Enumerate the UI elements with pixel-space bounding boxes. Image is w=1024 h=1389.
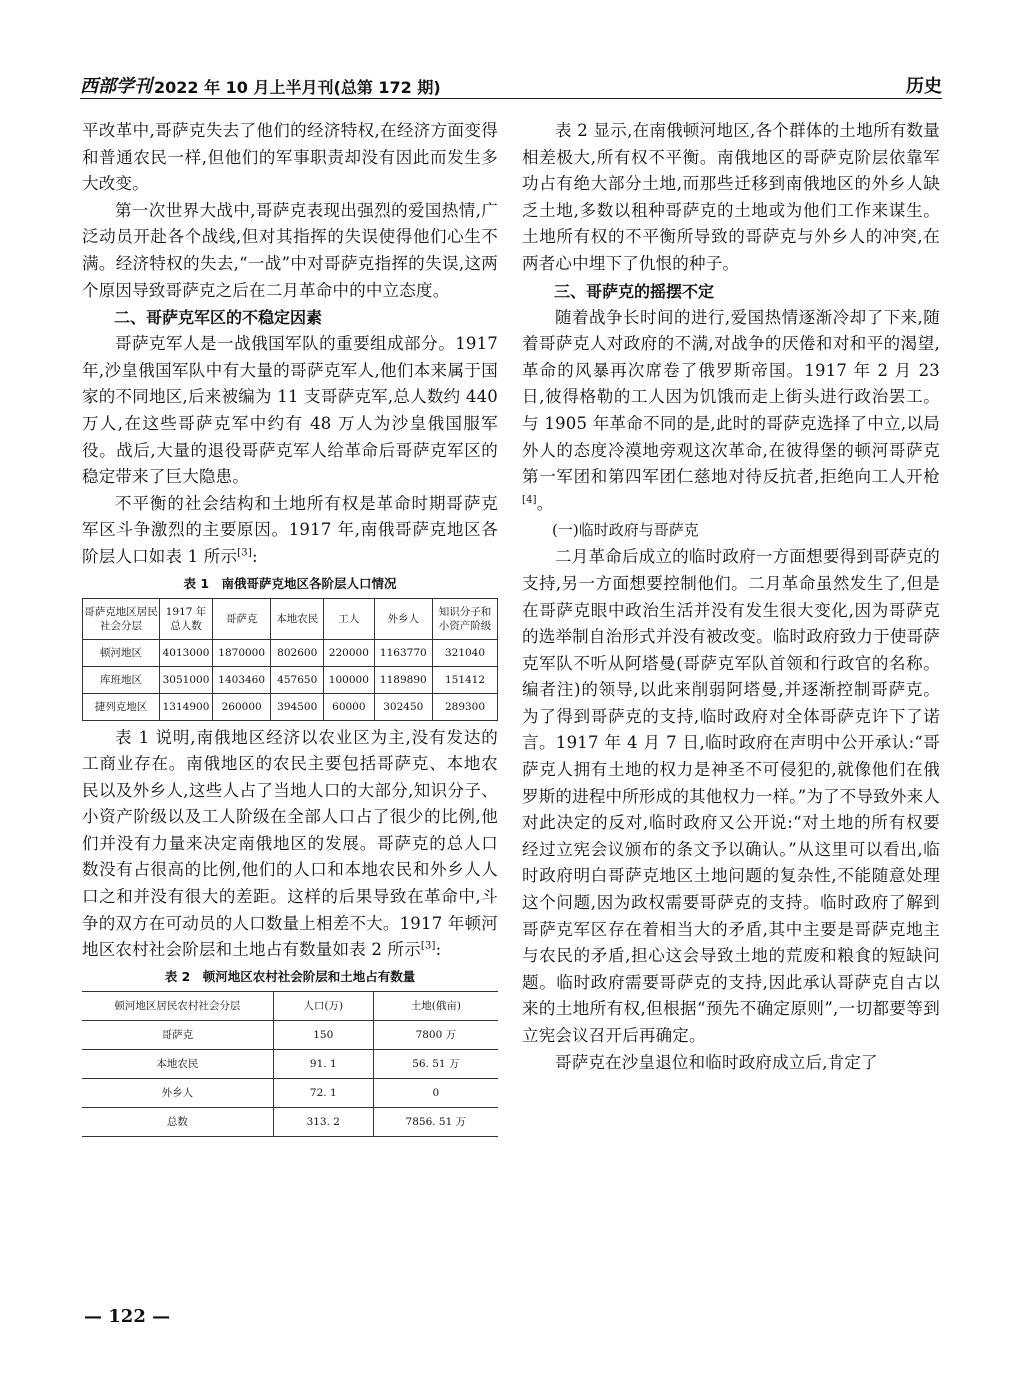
table-cell: 库班地区 (83, 666, 160, 693)
table-cell: 1314900 (160, 693, 213, 720)
paragraph (522, 305, 940, 518)
table-cell: 60000 (324, 693, 375, 720)
table-cell: 1163770 (374, 639, 432, 666)
table-cell: 捷列克地区 (83, 693, 160, 720)
citation: [3] (237, 547, 252, 559)
table-cell: 457650 (271, 666, 324, 693)
table-header-cell: 顿河地区居民农村社会分层 (82, 991, 273, 1020)
table-row (82, 1020, 498, 1049)
paragraph: 平改革中,哥萨克失去了他们的经济特权,在经济方面变得和普通农民一样,但他们的军事职责却没有因此而发生多大改变。 (82, 121, 498, 194)
section-heading: 三、哥萨克的摇摆不定 (554, 281, 715, 301)
table-cell: 外乡人 (82, 1078, 273, 1107)
table-header-row (82, 991, 498, 1020)
table-row (82, 1049, 498, 1078)
table-cell: 1403460 (213, 666, 271, 693)
table-cell: 151412 (433, 666, 498, 693)
paragraph: 哥萨克军人是一战俄国军队的重要组成部分。1917 年,沙皇俄国军队中有大量的哥萨克军人,他们本来属于国家的不同地区,后来被编为 11 支哥萨克军,总人数约 440 万人,在这些哥萨克军中约有 48 万人为沙皇俄国服军役。战后,大量的退役哥萨克军人给革命后哥萨克军区的稳定带来了巨大隐患。 (82, 334, 498, 487)
table-cell: 302450 (374, 693, 432, 720)
left-column (82, 118, 498, 1137)
punctuation: : (435, 940, 442, 960)
paragraph: 哥萨克在沙皇退位和临时政府成立后,肯定了 (555, 1052, 878, 1072)
table-header-cell: 外乡人 (374, 598, 432, 639)
table-cell: 313. 2 (273, 1107, 373, 1136)
table-header-cell: 土地(俄亩) (373, 991, 498, 1020)
table-header-cell: 本地农民 (271, 598, 324, 639)
table-cell: 1189890 (374, 666, 432, 693)
subsection-heading: (一)临时政府与哥萨克 (552, 521, 699, 540)
table1-caption: 表 1 南俄哥萨克地区各阶层人口情况 (183, 575, 397, 591)
table-cell: 72. 1 (273, 1078, 373, 1107)
table-cell: 总数 (82, 1107, 273, 1136)
table-cell: 91. 1 (273, 1049, 373, 1078)
punctuation: : (251, 546, 258, 566)
paragraph (82, 725, 498, 964)
table-cell: 321040 (433, 639, 498, 666)
table-header-cell: 哥萨克地区居民社会分层 (83, 598, 160, 639)
table-header-row (83, 598, 498, 639)
table-cell: 7856. 51 万 (373, 1107, 498, 1136)
paragraph-text: 随着战争长时间的进行,爱国热情逐渐冷却了下来,随着哥萨克人对政府的不满,对战争的厌倦和对和平的渴望,革命的风暴再次席卷了俄罗斯帝国。1917 年 2 月 23 日,彼得格勒的工人因为饥饿而走上街头进行政治罢工。与 1905 年革命不同的是,此时的哥萨克选择了中立,以局外人的态度冷漠地旁观这次革命,在彼得堡的顿河哥萨克第一军团和第四军团仁慈地对待反抗者,拒绝向工人开枪 (522, 307, 940, 487)
table-cell: 289300 (433, 693, 498, 720)
citation: [4] (522, 494, 537, 506)
table-cell: 3051000 (160, 666, 213, 693)
section-heading: 二、哥萨克军区的不稳定因素 (114, 308, 323, 328)
table-cell: 1870000 (213, 639, 271, 666)
issue-info: 2022 年 10 月上半月刊(总第 172 期) (154, 78, 441, 97)
table-cell: 7800 万 (373, 1020, 498, 1049)
table-row (83, 693, 498, 720)
table-header-cell: 知识分子和小资产阶级 (433, 598, 498, 639)
table-cell: 本地农民 (82, 1049, 273, 1078)
paragraph-text: 不平衡的社会结构和土地所有权是革命时期哥萨克军区斗争激烈的主要原因。1917 年,南俄哥萨克地区各阶层人口如表 1 所示 (82, 493, 498, 566)
table-header-cell: 哥萨克 (213, 598, 271, 639)
citation: [3] (420, 940, 436, 952)
punctuation: 。 (536, 493, 554, 513)
page-header (80, 72, 942, 99)
table-row (82, 1107, 498, 1136)
table2 (82, 991, 498, 1137)
table-cell: 394500 (271, 693, 324, 720)
table-header-cell: 人口(万) (273, 991, 373, 1020)
paragraph (82, 491, 498, 571)
table-cell: 100000 (324, 666, 375, 693)
paragraph-text: 表 1 说明,南俄地区经济以农业区为主,没有发达的工商业存在。南俄地区的农民主要包括哥萨克、本地农民以及外乡人,这些人占了当地人口的大部分,知识分子、小资产阶级以及工人阶级在全部人口占了很少的比例,他们并没有力量来决定南俄地区的发展。哥萨克的总人口数没有占很高的比例,他们的人口和本地农民和外乡人人口之和并没有很大的差距。这样的后果导致在革命中,斗争的双方在可动员的人口数量上相差不大。1917 年顿河地区农村社会阶层和土地占有数量如表 2 所示 (82, 727, 498, 960)
table-row (82, 1078, 498, 1107)
table-row (83, 666, 498, 693)
table-cell: 顿河地区 (83, 639, 160, 666)
header-left (80, 72, 441, 98)
section-title: 历史 (906, 76, 942, 97)
table-cell: 0 (373, 1078, 498, 1107)
paragraph: 第一次世界大战中,哥萨克表现出强烈的爱国热情,广泛动员开赴各个战线,但对其指挥的失误使得他们心生不满。经济特权的失去,“一战”中对哥萨克指挥的失误,这两个原因导致哥萨克之后在二月革命中的中立态度。 (82, 200, 498, 300)
right-column (522, 118, 940, 1076)
table-cell: 4013000 (160, 639, 213, 666)
table-cell: 802600 (271, 639, 324, 666)
table-cell: 哥萨克 (82, 1020, 273, 1049)
table2-caption: 表 2 顿河地区农村社会阶层和土地占有数量 (164, 968, 416, 984)
journal-name: 西部学刊 (80, 76, 152, 97)
table-cell: 56. 51 万 (373, 1049, 498, 1078)
table1 (82, 598, 498, 721)
paragraph: 二月革命后成立的临时政府一方面想要得到哥萨克的支持,另一方面想要控制他们。二月革命虽然发生了,但是在哥萨克眼中政治生活并没有发生很大变化,因为哥萨克的选举制自治形式并没有被改变。临时政府致力于使哥萨克军队不听从阿塔曼(哥萨克军队首领和行政官的名称。编者注)的领导,以此来削弱阿塔曼,并逐渐控制哥萨克。为了得到哥萨克的支持,临时政府对全体哥萨克许下了诺言。1917 年 4 月 7 日,临时政府在声明中公开承认:“哥萨克人拥有土地的权力是神圣不可侵犯的,就像他们在俄罗斯的进程中所形成的其他权力一样。”为了不导致外来人对此决定的反对,临时政府又公开说:“对土地的所有权要经过立宪会议颁布的条文予以确认。”从这里可以看出,临时政府明白哥萨克地区土地问题的复杂性,不能随意处理这个问题,因为政权需要哥萨克的支持。临时政府了解到哥萨克军区存在着相当大的矛盾,其中主要是哥萨克地主与农民的矛盾,担心这会导致土地的荒废和粮食的短缺问题。临时政府需要哥萨克的支持,因此承认哥萨克自古以来的土地所有权,但根据“预先不确定原则”,一切都要等到立宪会议召开后再确定。 (522, 547, 940, 1045)
table-cell: 260000 (213, 693, 271, 720)
table-row (83, 639, 498, 666)
paragraph: 表 2 显示,在南俄顿河地区,各个群体的土地所有数量相差极大,所有权不平衡。南俄地区的哥萨克阶层依靠军功占有绝大部分土地,而那些迁移到南俄地区的外乡人缺乏土地,多数以租种哥萨克的土地或为他们工作来谋生。土地所有权的不平衡所导致的哥萨克与外乡人的冲突,在两者心中埋下了仇恨的种子。 (522, 121, 940, 273)
table-header-cell: 工人 (324, 598, 375, 639)
table-cell: 220000 (324, 639, 375, 666)
page-number: — 122 — (84, 1306, 171, 1327)
table-cell: 150 (273, 1020, 373, 1049)
table-header-cell: 1917 年总人数 (160, 598, 213, 639)
